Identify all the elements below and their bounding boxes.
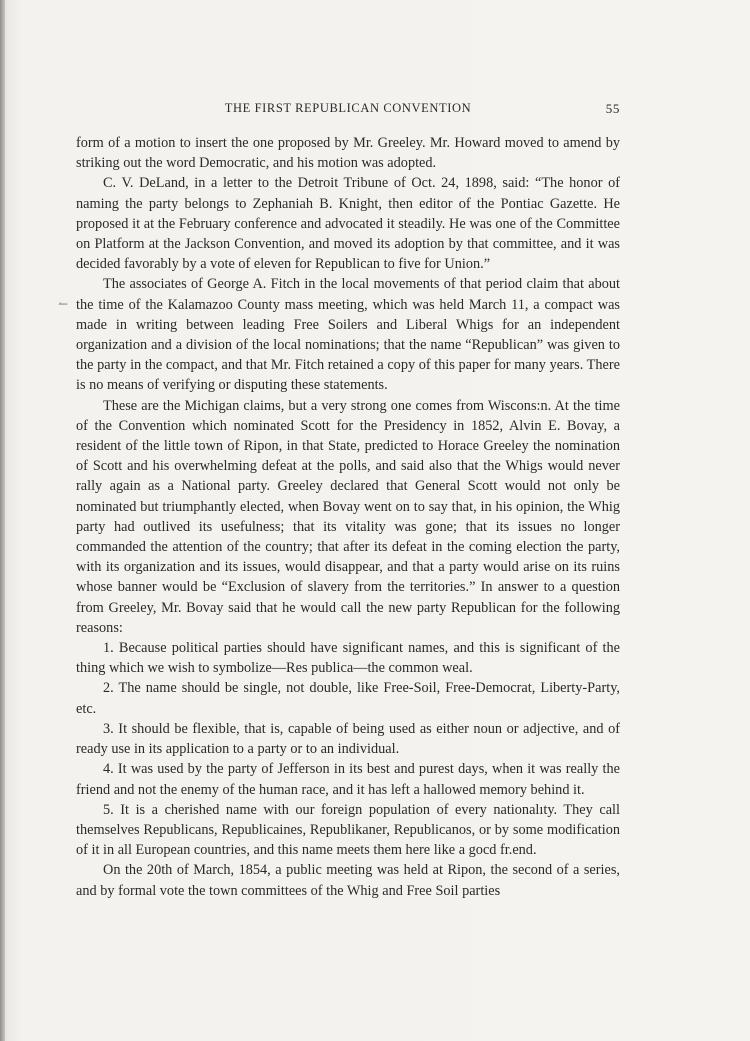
running-title: THE FIRST REPUBLICAN CONVENTION xyxy=(224,101,472,115)
list-item: 4. It was used by the party of Jefferson in its best and purest days, when it was really the friend and not the enemy of the human race, and it has left a hallowed memory behind it. xyxy=(76,761,620,798)
list-item: 2. The name should be single, not double, like Free-Soil, Free-Democrat, Liberty-Party, etc. xyxy=(76,680,620,717)
paragraph: form of a motion to insert the one proposed by Mr. Greeley. Mr. Howard moved to amend by striking out the word Democratic, and his motion was adopted. xyxy=(76,135,620,172)
paragraph: C. V. DeLand, in a letter to the Detroit Tribune of Oct. 24, 1898, said: “The honor of naming the party belongs to Zephaniah B. Knight, then editor of the Pontiac Gazette. He proposed it at the February conference and advocated it steadily. He was one of the Committee on Platform at the Jackson Convention, and moved its adoption by that committee, and it was decided favorably by a vote of eleven for Republican to five for Union.” xyxy=(76,175,620,273)
page-number: 55 xyxy=(605,101,620,116)
list-item: 1. Because political parties should have significant names, and this is significant of the thing which we wish to symbolize—Res publica—the common weal. xyxy=(76,640,620,677)
paragraph: The associates of George A. Fitch in the local movements of that period claim that about the time of the Kalamazoo County mass meeting, which was held March 11, a compact was made in writing between leading Free Soilers and Liberal Whigs for an independent organization and a division of the local nominations; that the name “Republican” was given to the party in the compact, and that Mr. Fitch retained a copy of this paper for many years. There is no means of verifying or disputing these statements. xyxy=(76,276,620,394)
page-header xyxy=(76,101,620,119)
list-item: 3. It should be flexible, that is, capable of being used as either noun or adjective, and of ready use in its application to a party or to an individual. xyxy=(76,720,620,758)
body-text xyxy=(76,133,620,901)
paragraph: These are the Michigan claims, but a very strong one comes from Wiscons:n. At the time of the Convention which nominated Scott for the Presidency in 1852, Alvin E. Bovay, a resident of the little town of Ripon, in that State, predicted to Horace Greeley the nomination of Scott and his overwhelming defeat at the polls, and said also that the Whigs would never rally again as a National party. Greeley declared that General Scott would not only be nominated but triumphantly elected, when Bovay went on to say that, in his opinion, the Whig party had outlived its usefulness; that its vitality was gone; that its issues no longer commanded the attention of the country; that after its defeat in the coming election the party, with its organization and its issues, would disappear, and that a party would arise on its ruins whose banner would be “Exclusion of slavery from the territories.” In answer to a question from Greeley, Mr. Bovay said that he would call the new party Republican for the following reasons: xyxy=(76,397,620,636)
paragraph: On the 20th of March, 1854, a public meeting was held at Ripon, the second of a series, and by formal vote the town committees of the Whig and Free Soil parties xyxy=(76,862,620,899)
list-item: 5. It is a cherished name with our foreign population of every nationalıty. They call themselves Republicans, Republicaines, Republikaner, Republicanos, or by some modification of it in all European countries, and this name meets them here like a gocd fr.end. xyxy=(76,801,620,859)
margin-mark: ↼ xyxy=(58,297,69,311)
binding-edge xyxy=(0,0,5,1041)
